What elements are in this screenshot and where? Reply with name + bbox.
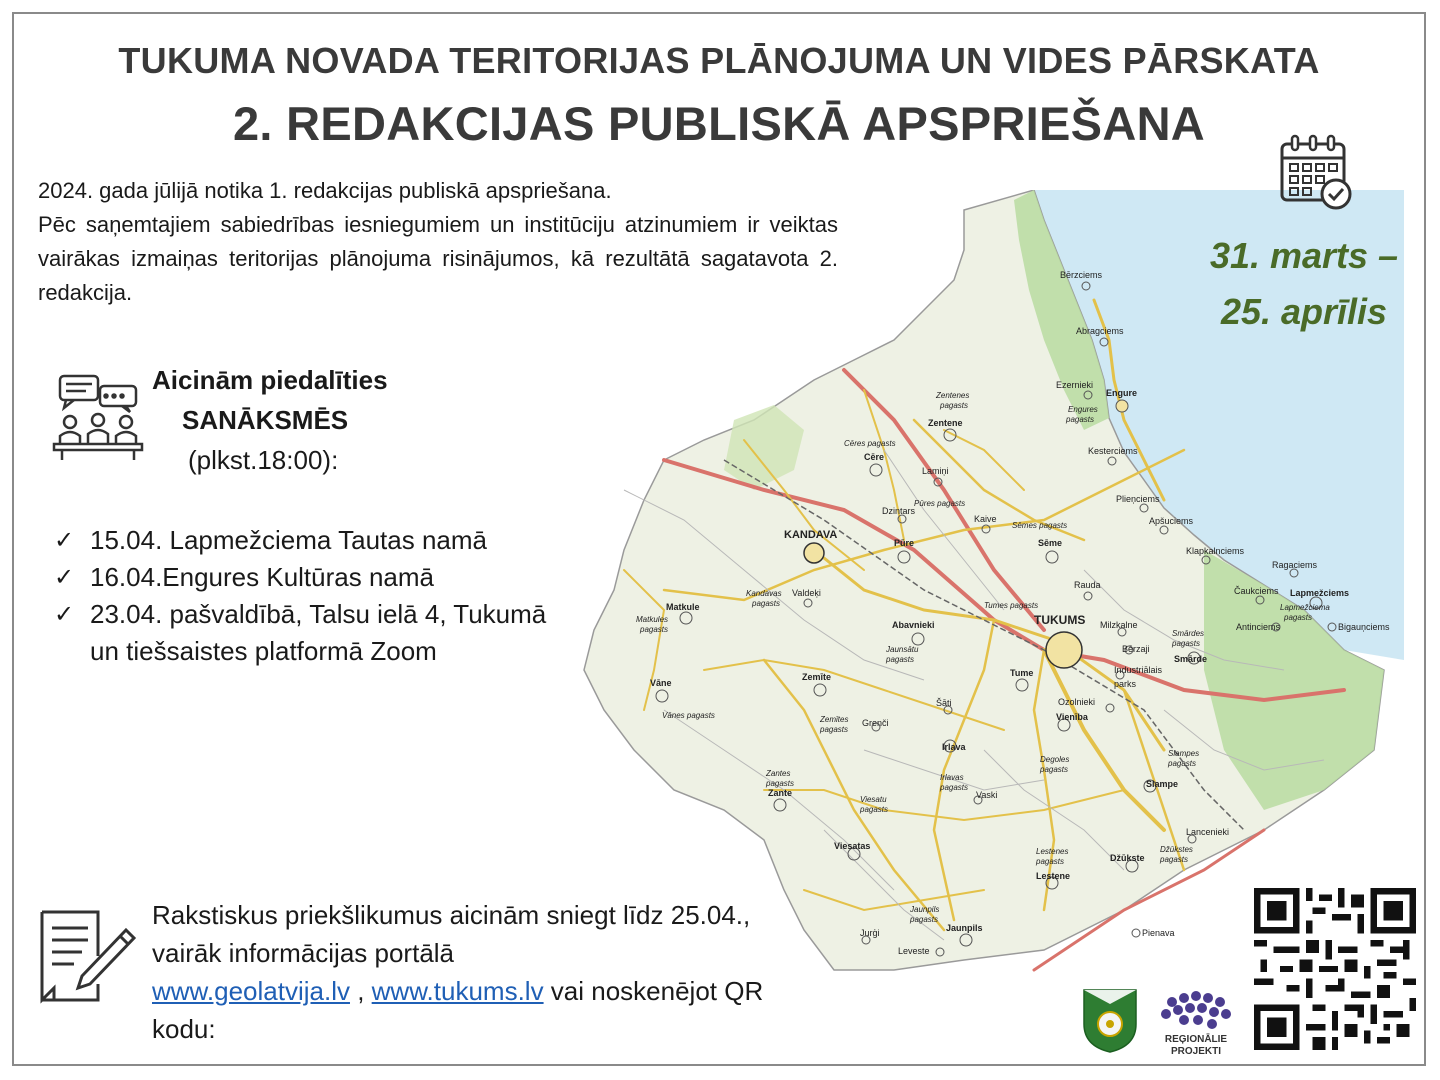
svg-text:Ragaciems: Ragaciems xyxy=(1272,560,1318,570)
checkmark-icon: ✓ xyxy=(54,564,75,591)
svg-text:Matkules: Matkules xyxy=(636,615,669,624)
svg-text:pagasts: pagasts xyxy=(940,783,969,792)
meeting-list xyxy=(50,522,570,670)
svg-text:Čaukciems: Čaukciems xyxy=(1234,586,1279,596)
svg-text:Jurģi: Jurģi xyxy=(860,928,880,938)
date-end: 25. aprīlis xyxy=(1220,291,1388,332)
svg-text:Apšuciems: Apšuciems xyxy=(1149,516,1194,526)
geolatvija-link[interactable]: www.geolatvija.lv xyxy=(152,976,350,1006)
svg-text:Džūkste: Džūkste xyxy=(1110,853,1145,863)
meeting-icon xyxy=(52,372,144,464)
invite-line-1: Aicinām piedalīties xyxy=(152,365,388,395)
svg-text:Jaunpils: Jaunpils xyxy=(910,905,940,914)
invite-line-2: SANĀKSMĒS xyxy=(182,405,349,435)
svg-text:Valdeķi: Valdeķi xyxy=(792,588,821,598)
meeting-item xyxy=(50,522,570,559)
svg-text:Vienība: Vienība xyxy=(1056,712,1088,722)
svg-text:Ozolnieki: Ozolnieki xyxy=(1058,697,1096,707)
intro-text xyxy=(38,174,838,310)
calendar-icon xyxy=(1276,132,1356,212)
svg-text:Klapkalnciems: Klapkalnciems xyxy=(1186,546,1245,556)
svg-text:Lamiņi: Lamiņi xyxy=(922,466,949,476)
svg-text:Grenči: Grenči xyxy=(862,718,889,728)
svg-text:Smārdes: Smārdes xyxy=(1172,629,1205,638)
svg-text:Antinciems: Antinciems xyxy=(1236,622,1281,632)
intro-line-1: 2024. gada jūlijā notika 1. redakcijas publiskā apspriešana. xyxy=(38,178,612,203)
svg-text:Rauda: Rauda xyxy=(1074,580,1101,590)
svg-text:pagasts: pagasts xyxy=(1160,855,1189,864)
checkmark-icon: ✓ xyxy=(54,527,75,554)
svg-text:pagasts: pagasts xyxy=(1036,857,1065,866)
svg-text:KANDAVA: KANDAVA xyxy=(784,529,838,541)
poster xyxy=(12,12,1426,1066)
svg-text:Viesatas: Viesatas xyxy=(834,841,871,851)
svg-text:Irlavas: Irlavas xyxy=(940,773,964,782)
svg-text:Cēre: Cēre xyxy=(864,452,885,462)
svg-text:pagasts: pagasts xyxy=(1172,639,1201,648)
tukums-coat-of-arms xyxy=(1082,988,1138,1054)
svg-text:Ezernieki: Ezernieki xyxy=(1056,380,1094,390)
svg-text:Viesatu: Viesatu xyxy=(860,795,887,804)
svg-text:pagasts: pagasts xyxy=(752,599,781,608)
title-line-2: 2. REDAKCIJAS PUBLISKĀ APSPRIEŠANA xyxy=(232,97,1206,150)
svg-text:Bērzciems: Bērzciems xyxy=(1060,270,1103,280)
svg-text:Industriālais: Industriālais xyxy=(1114,665,1163,675)
svg-text:Tume: Tume xyxy=(1010,668,1034,678)
written-submissions xyxy=(152,896,792,1048)
svg-text:Zante: Zante xyxy=(768,788,793,798)
link-separator: , xyxy=(349,976,372,1006)
svg-text:Dzintars: Dzintars xyxy=(882,506,916,516)
svg-text:Lapmežciems: Lapmežciems xyxy=(1290,588,1350,598)
svg-text:pagasts: pagasts xyxy=(1066,415,1095,424)
svg-text:Slampe: Slampe xyxy=(1146,779,1179,789)
written-text-2: vai noskenējot QR kodu: xyxy=(152,976,764,1044)
consultation-dates xyxy=(1164,228,1426,340)
svg-text:Kesterciems: Kesterciems xyxy=(1088,446,1138,456)
svg-text:pagasts: pagasts xyxy=(640,625,669,634)
svg-text:Slampes: Slampes xyxy=(1168,749,1200,758)
svg-text:Engures: Engures xyxy=(1068,405,1098,414)
svg-text:Tumes pagasts: Tumes pagasts xyxy=(984,601,1039,610)
svg-text:Vaski: Vaski xyxy=(976,790,998,800)
svg-text:Abavnieki: Abavnieki xyxy=(892,620,935,630)
svg-text:pagasts: pagasts xyxy=(1040,765,1069,774)
regional-projects-label xyxy=(1150,1034,1242,1058)
svg-text:Sēmes pagasts: Sēmes pagasts xyxy=(1012,521,1068,530)
svg-text:pagasts: pagasts xyxy=(886,655,915,664)
qr-code[interactable] xyxy=(1254,888,1416,1050)
meeting-item xyxy=(50,596,570,670)
svg-text:Engure: Engure xyxy=(1106,388,1138,398)
svg-text:Zemīte: Zemīte xyxy=(802,672,832,682)
svg-text:Plieņciems: Plieņciems xyxy=(1116,494,1160,504)
svg-text:Zemītes: Zemītes xyxy=(820,715,849,724)
rp-line-1: REĢIONĀLIE xyxy=(1164,1034,1228,1045)
svg-text:TUKUMS: TUKUMS xyxy=(1034,613,1086,627)
svg-text:Sēme: Sēme xyxy=(1038,538,1063,548)
svg-text:pagasts: pagasts xyxy=(820,725,849,734)
svg-text:Vāne: Vāne xyxy=(650,678,672,688)
meeting-text: 23.04. pašvaldībā, Talsu ielā 4, Tukumā un tiešsaistes platformā Zoom xyxy=(90,599,547,666)
svg-text:Kandavas: Kandavas xyxy=(746,589,782,598)
svg-text:Zentene: Zentene xyxy=(928,418,963,428)
svg-text:Zantes: Zantes xyxy=(766,769,791,778)
svg-text:Lestene: Lestene xyxy=(1036,871,1071,881)
svg-text:Jaunpils: Jaunpils xyxy=(946,923,983,933)
svg-text:Jaunsātu: Jaunsātu xyxy=(886,645,919,654)
svg-text:Smārde: Smārde xyxy=(1174,654,1208,664)
svg-text:Zentenes: Zentenes xyxy=(936,391,970,400)
document-pen-icon xyxy=(36,904,140,1008)
svg-text:Pūre: Pūre xyxy=(894,538,915,548)
svg-text:pagasts: pagasts xyxy=(940,401,969,410)
meeting-text: 15.04. Lapmežciema Tautas namā xyxy=(90,525,487,555)
svg-text:pagasts: pagasts xyxy=(1284,613,1313,622)
meeting-item xyxy=(50,559,570,596)
date-start: 31. marts – xyxy=(1209,235,1399,276)
title-line-1: TUKUMA NOVADA TERITORIJAS PLĀNOJUMA UN VIDES PĀRSKATA xyxy=(118,40,1320,81)
svg-text:Leveste: Leveste xyxy=(898,946,930,956)
svg-text:Cēres pagasts: Cēres pagasts xyxy=(844,439,896,448)
svg-text:Matkule: Matkule xyxy=(666,602,700,612)
svg-text:Lapmežciema: Lapmežciema xyxy=(1280,603,1330,612)
svg-text:Abragciems: Abragciems xyxy=(1076,326,1124,336)
meeting-text: 16.04.Engures Kultūras namā xyxy=(90,562,434,592)
svg-text:Džūkstes: Džūkstes xyxy=(1160,845,1193,854)
svg-text:pagasts: pagasts xyxy=(766,779,795,788)
svg-text:Kaive: Kaive xyxy=(974,514,997,524)
svg-text:Šāti: Šāti xyxy=(936,698,952,708)
svg-text:Bērzaji: Bērzaji xyxy=(1122,644,1150,654)
svg-text:Irlava: Irlava xyxy=(942,742,966,752)
rp-line-2: PROJEKTI xyxy=(1170,1046,1221,1057)
svg-text:parks: parks xyxy=(1114,679,1137,689)
invite-line-3: (plkst.18:00): xyxy=(188,445,339,475)
svg-text:pagasts: pagasts xyxy=(860,805,889,814)
svg-text:pagasts: pagasts xyxy=(910,915,939,924)
meetings-invitation xyxy=(152,360,452,480)
svg-text:Degoles: Degoles xyxy=(1040,755,1070,764)
intro-paragraph: Pēc saņemtajiem sabiedrības iesniegumiem un institūciju atzinumiem ir veiktas vairākas izmaiņas teritorijas plānojuma risinājumos, kā rezultātā sagatavota 2. redakcija. xyxy=(38,212,838,305)
svg-text:Vānes pagasts: Vānes pagasts xyxy=(662,711,715,720)
svg-text:Bigauņciems: Bigauņciems xyxy=(1338,622,1390,632)
svg-text:Lestenes: Lestenes xyxy=(1036,847,1069,856)
checkmark-icon: ✓ xyxy=(54,601,75,628)
written-text-1: Rakstiskus priekšlikumus aicinām sniegt līdz 25.04., vairāk informācijas portālā xyxy=(152,900,751,968)
tukums-link[interactable]: www.tukums.lv xyxy=(371,976,544,1006)
svg-text:Lancenieki: Lancenieki xyxy=(1186,827,1230,837)
svg-text:Pienava: Pienava xyxy=(1142,928,1175,938)
svg-text:pagasts: pagasts xyxy=(1168,759,1197,768)
svg-text:Milzkalne: Milzkalne xyxy=(1100,620,1138,630)
svg-text:Pūres pagasts: Pūres pagasts xyxy=(914,499,966,508)
